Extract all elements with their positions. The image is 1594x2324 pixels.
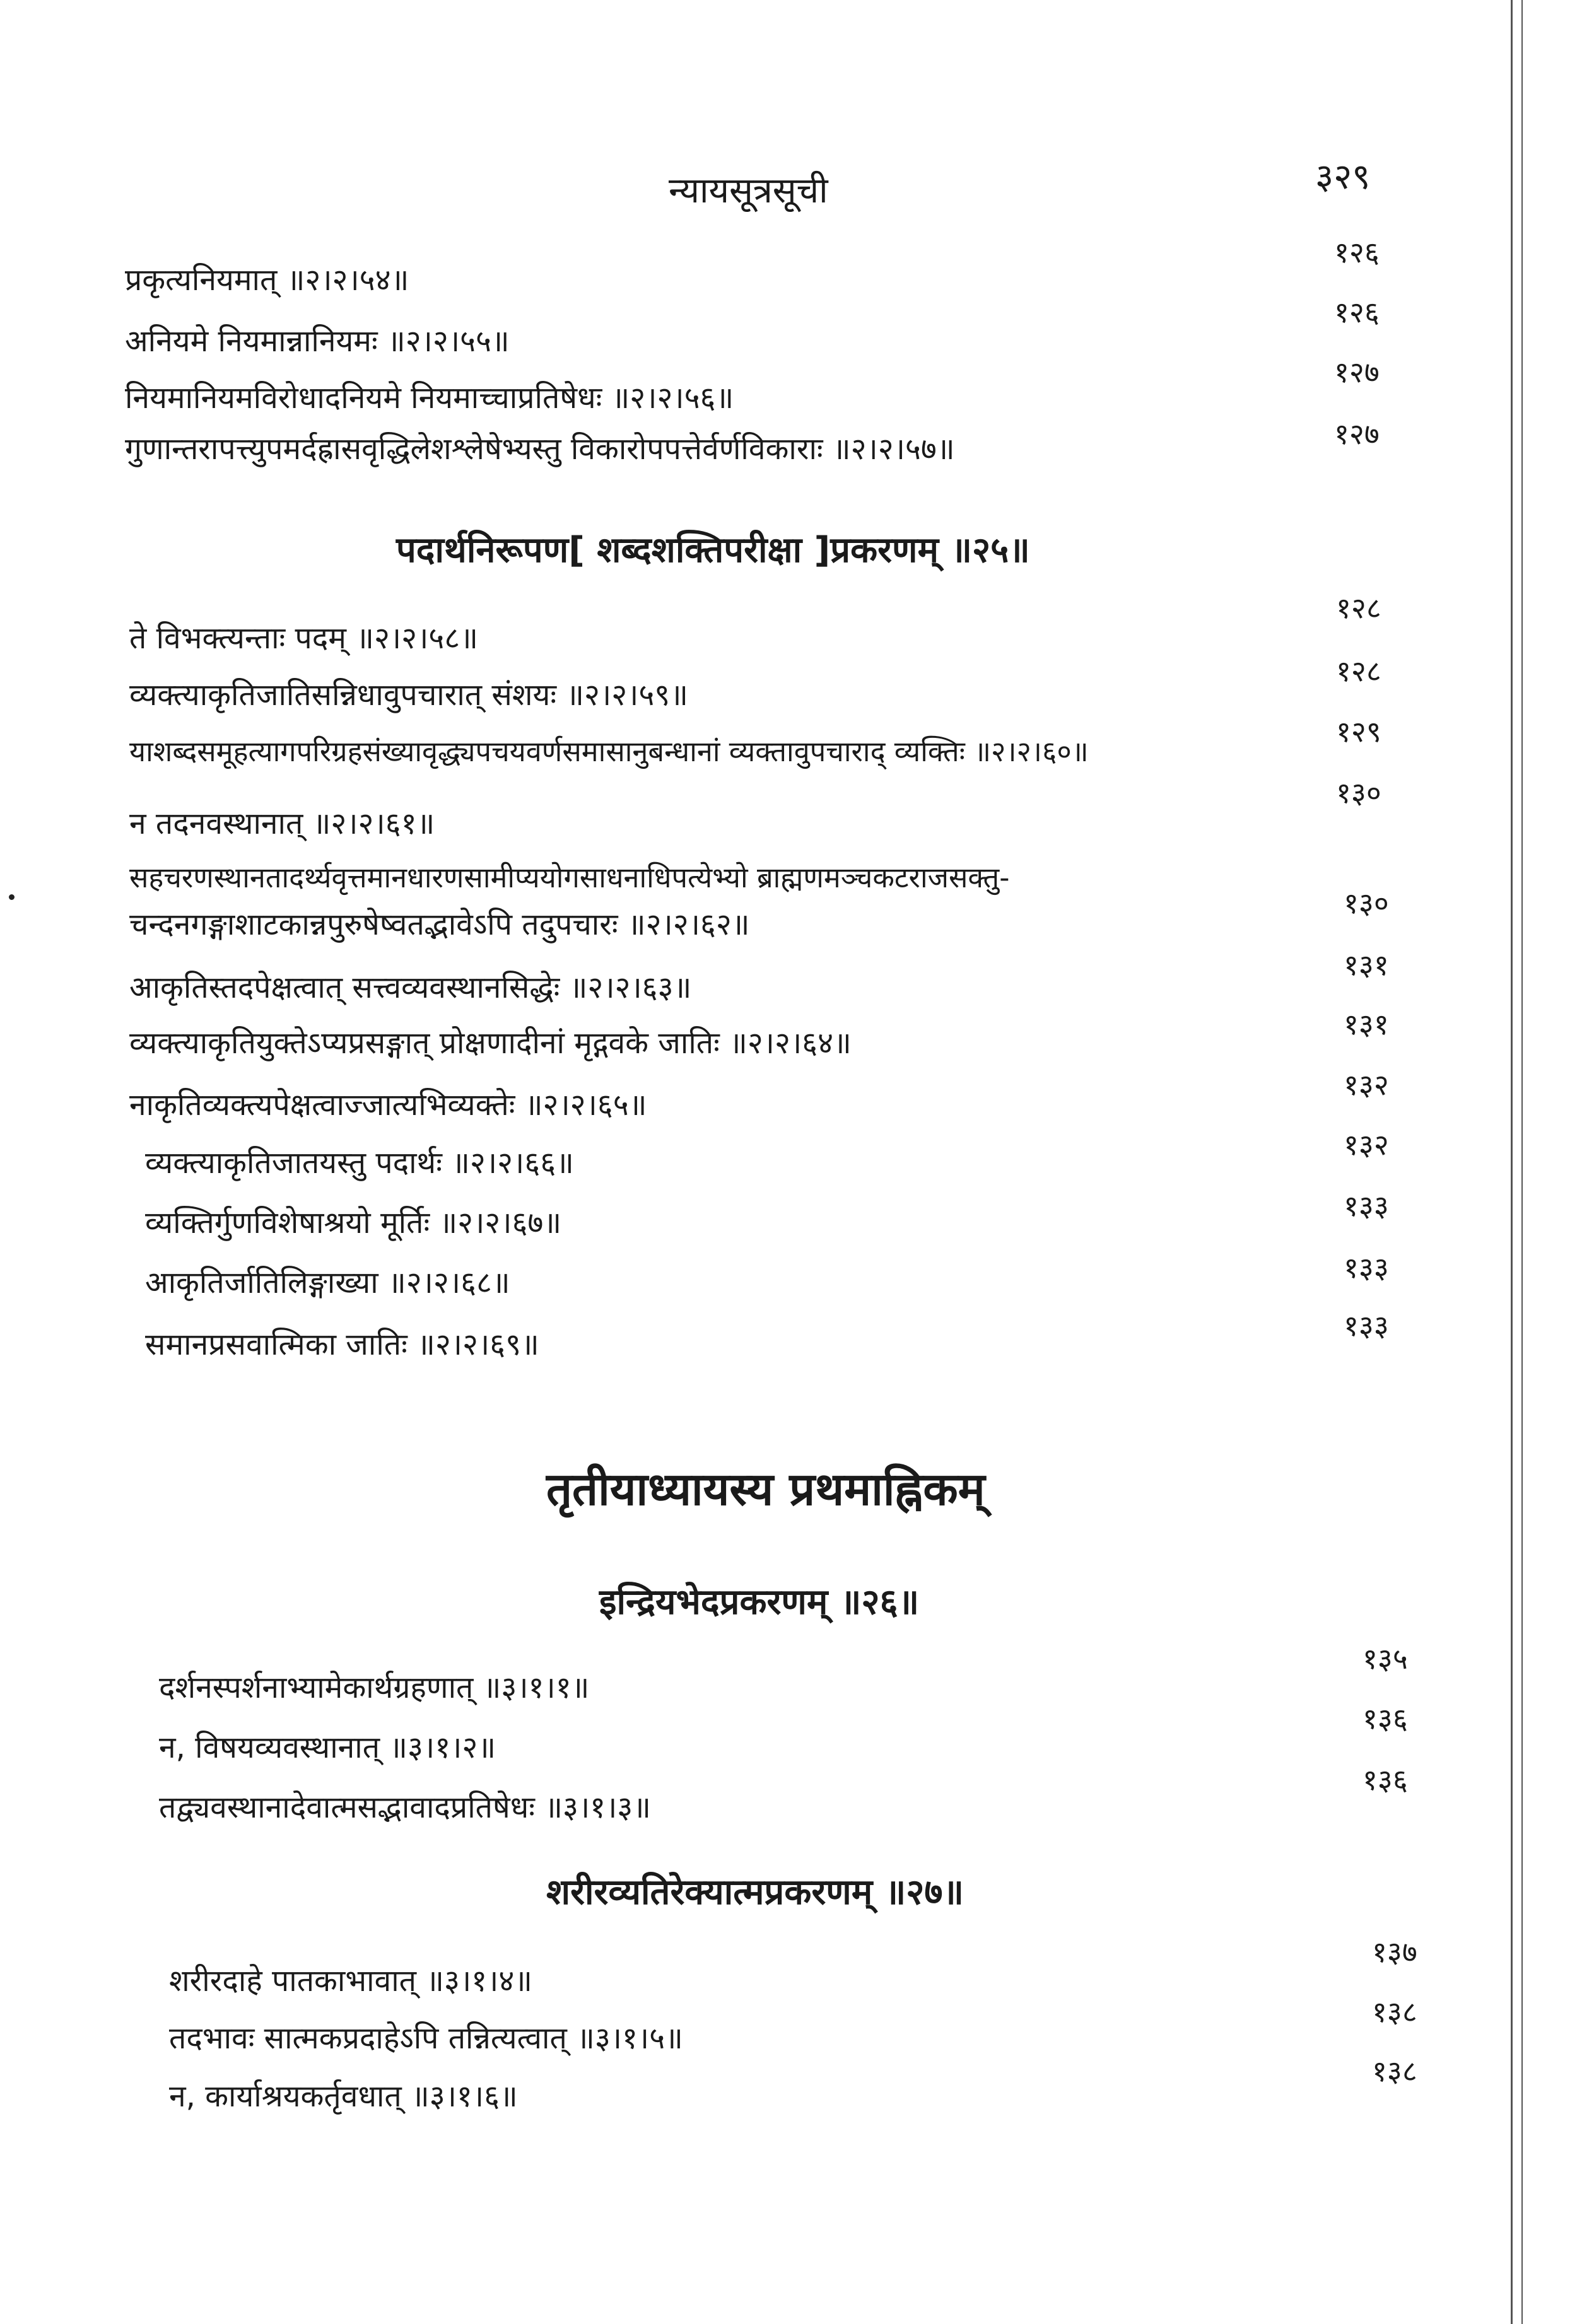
- page-ref: १३१: [1344, 948, 1389, 982]
- page-ref: १२६: [1334, 295, 1380, 329]
- section-heading: शरीरव्यतिरेक्यात्मप्रकरणम् ॥२७॥: [546, 1872, 964, 1913]
- sutra-entry: याशब्दसमूहत्यागपरिग्रहसंख्यावृद्ध्यपचयवर्णसमासानुबन्धानां व्यक्तावुपचाराद् व्यक्तिः ॥२।२।६०॥: [129, 735, 1089, 768]
- sutra-entry-continuation: चन्दनगङ्गाशाटकान्नपुरुषेष्वतद्भावेऽपि तदुपचारः ॥२।२।६२॥: [129, 907, 750, 942]
- page-ref: १३२: [1344, 1068, 1389, 1102]
- page-ref: १२९: [1336, 715, 1381, 749]
- page-ref: १३०: [1336, 776, 1381, 810]
- page-ref: १३२: [1344, 1128, 1389, 1162]
- page-ref: १२७: [1334, 417, 1380, 451]
- page-ref: १३०: [1344, 886, 1389, 920]
- sutra-entry: व्यक्त्याकृतिजातयस्तु पदार्थः ॥२।२।६६॥: [145, 1145, 574, 1181]
- sutra-entry: गुणान्तरापत्त्युपमर्दह्रासवृद्धिलेशश्लेषेभ्यस्तु विकारोपपत्तेर्वर्णविकाराः ॥२।२।५७॥: [125, 431, 955, 467]
- page-ref: १३७: [1372, 1935, 1417, 1969]
- sutra-entry: शरीरदाहे पातकाभावात् ॥३।१।४॥: [169, 1963, 533, 1999]
- page-ref: १३८: [1372, 1995, 1417, 2029]
- sutra-entry: ते विभक्त्यन्ताः पदम् ॥२।२।५८॥: [129, 621, 478, 656]
- page-ref: १३६: [1363, 1702, 1408, 1736]
- page-ref: १३६: [1363, 1763, 1408, 1797]
- section-heading: इन्द्रियभेदप्रकरणम् ॥२६॥: [599, 1582, 920, 1623]
- sutra-entry: न तदनवस्थानात् ॥२।२।६१॥: [129, 806, 435, 841]
- sutra-entry: दर्शनस्पर्शनाभ्यामेकार्थग्रहणात् ॥३।१।१॥: [159, 1670, 590, 1705]
- page-ref: १३५: [1363, 1642, 1408, 1676]
- stray-mark: [9, 894, 15, 900]
- sutra-entry: सहचरणस्थानतादर्थ्यवृत्तमानधारणसामीप्ययोगसाधनाधिपत्येभ्यो ब्राह्मणमञ्चकटराजसक्तु-: [129, 861, 1010, 894]
- running-head: न्यायसूत्रसूची: [669, 170, 828, 211]
- sutra-entry: आकृतिस्तदपेक्षत्वात् सत्त्वव्यवस्थानसिद्धेः ॥२।२।६३॥: [129, 970, 692, 1005]
- sutra-entry: अनियमे नियमान्नानियमः ॥२।२।५५॥: [125, 324, 510, 359]
- page-ref: १३३: [1344, 1309, 1389, 1343]
- chapter-heading: तृतीयाध्यायस्य प्रथमाह्निकम्: [546, 1463, 985, 1515]
- page-ref: १३३: [1344, 1189, 1389, 1223]
- page-ref: १२८: [1336, 591, 1381, 625]
- sutra-entry: व्यक्तिर्गुणविशेषाश्रयो मूर्तिः ॥२।२।६७॥: [145, 1205, 562, 1241]
- sutra-entry: नियमानियमविरोधादनियमे नियमाच्चाप्रतिषेधः ॥२।२।५६॥: [125, 380, 734, 416]
- sutra-entry: न, कार्याश्रयकर्तृवधात् ॥३।१।६॥: [169, 2079, 518, 2114]
- sutra-entry: न, विषयव्यवस्थानात् ॥३।१।२॥: [159, 1730, 496, 1765]
- sutra-entry: नाकृतिव्यक्त्यपेक्षत्वाज्जात्यभिव्यक्तेः ॥२।२।६५॥: [129, 1087, 647, 1123]
- page-ref: १३१: [1344, 1007, 1389, 1041]
- page-ref: १३८: [1372, 2054, 1417, 2088]
- sutra-entry: प्रकृत्यनियमात् ॥२।२।५४॥: [125, 262, 409, 298]
- page-number: ३२९: [1315, 156, 1371, 197]
- page-ref: १२६: [1334, 235, 1380, 269]
- sutra-entry: व्यक्त्याकृतियुक्तेऽप्यप्रसङ्गात् प्रोक्षणादीनां मृद्गवके जातिः ॥२।२।६४॥: [129, 1025, 852, 1061]
- sutra-entry: समानप्रसवात्मिका जातिः ॥२।२।६९॥: [145, 1327, 539, 1362]
- page-edge-line: [1511, 0, 1513, 2324]
- page-ref: १२८: [1336, 654, 1381, 688]
- page-edge-line: [1521, 0, 1523, 2324]
- sutra-entry: व्यक्त्याकृतिजातिसन्निधावुपचारात् संशयः ॥२।२।५९॥: [129, 677, 689, 713]
- page-ref: १२७: [1334, 355, 1380, 389]
- sutra-entry: तदभावः सात्मकप्रदाहेऽपि तन्नित्यत्वात् ॥३।१।५॥: [169, 2021, 683, 2056]
- sutra-entry: आकृतिर्जातिलिङ्गाख्या ॥२।२।६८॥: [145, 1265, 510, 1300]
- page-ref: १३३: [1344, 1251, 1389, 1285]
- section-heading: पदार्थनिरूपण[ शब्दशक्तिपरीक्षा ]प्रकरणम् ॥२५॥: [396, 530, 1030, 571]
- sutra-entry: तद्व्यवस्थानादेवात्मसद्भावादप्रतिषेधः ॥३।१।३॥: [159, 1790, 651, 1825]
